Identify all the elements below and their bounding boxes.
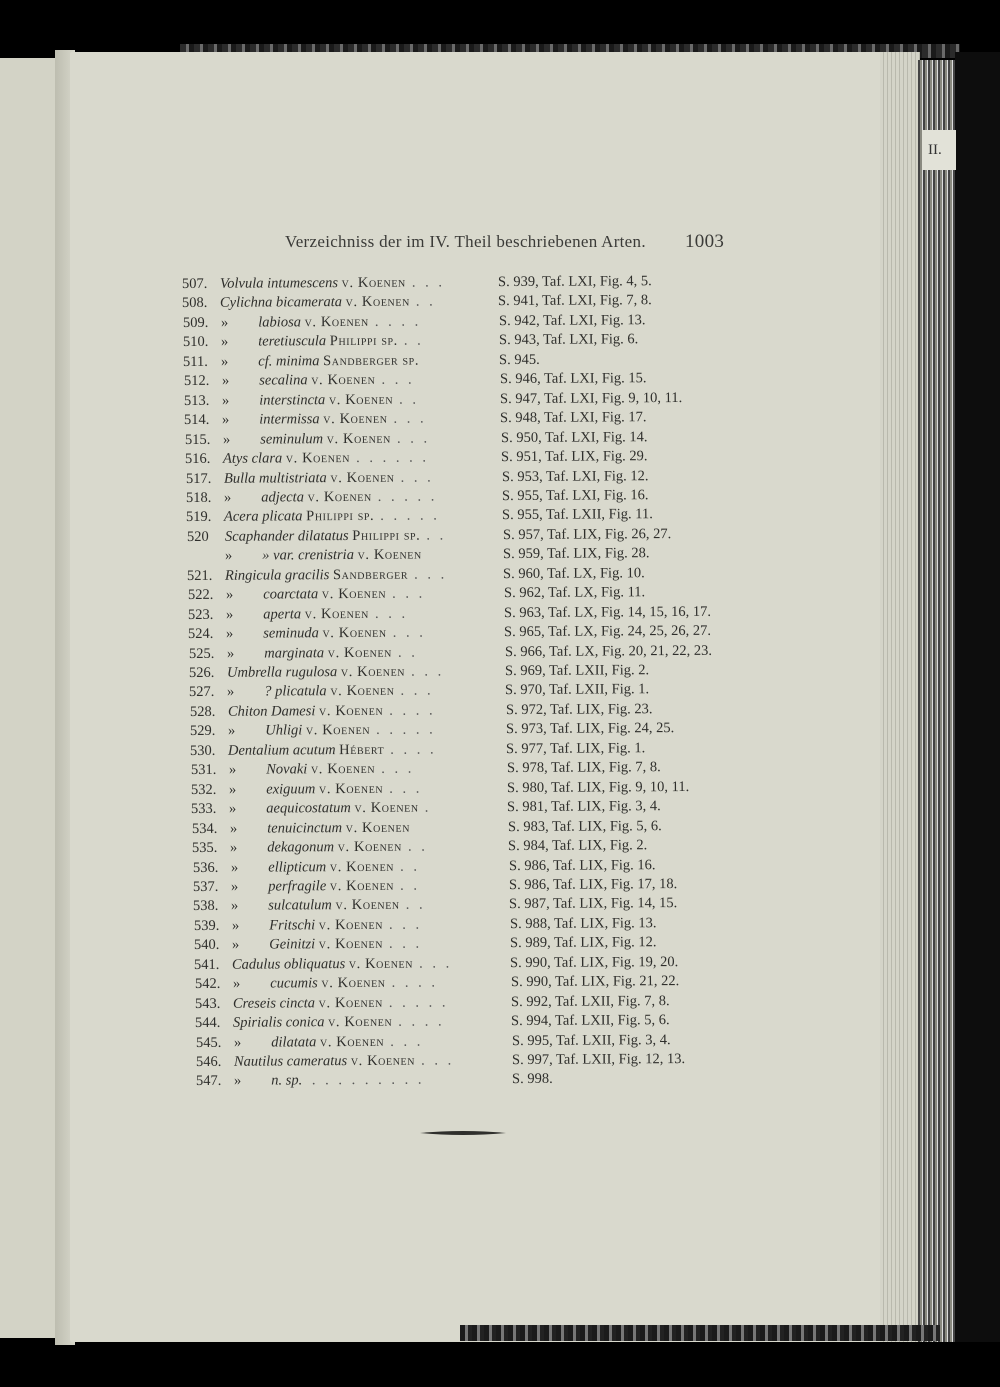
ditto-mark: »	[225, 586, 233, 603]
author-name: v. Koenen	[307, 488, 372, 506]
leader-dots: . .	[397, 644, 418, 661]
entry-number: 545.	[195, 1034, 222, 1051]
author-name: v. Koenen	[330, 683, 395, 700]
entry-number: 523.	[187, 606, 214, 623]
entry-number: 542.	[194, 976, 221, 993]
leader-dots: . . .	[420, 1052, 455, 1069]
page-plate-reference: S. 946, Taf. LXI, Fig. 15.	[499, 370, 647, 388]
author-name: v. Koenen	[310, 372, 376, 389]
genus-name: Creseis	[232, 995, 276, 1012]
ditto-mark: »	[233, 1034, 241, 1051]
species-name: Geinitzi	[269, 936, 316, 953]
ditto-mark: »	[220, 334, 229, 351]
author-name: v. Koenen	[319, 1033, 384, 1050]
entry-name	[221, 352, 419, 370]
entry-name	[222, 372, 415, 390]
ditto-mark: »	[222, 431, 231, 448]
ditto-mark: »	[223, 489, 232, 506]
species-name: teretiuscula	[258, 333, 327, 350]
entry-name	[231, 878, 420, 896]
species-name: seminuda	[263, 625, 320, 642]
page-plate-reference: S. 994, Taf. LXII, Fig. 5, 6.	[511, 1012, 670, 1030]
species-name: seminulum	[259, 430, 323, 448]
leader-dots: . . .	[414, 566, 448, 583]
species-name: coarctata	[262, 586, 318, 603]
entry-name	[233, 1014, 445, 1032]
author-name: v. Koenen	[318, 994, 383, 1011]
entry-name	[224, 488, 438, 506]
ditto-mark: »	[229, 800, 237, 817]
page-plate-reference: S. 981, Taf. LIX, Fig. 3, 4.	[507, 798, 662, 816]
species-name: rugulosa	[285, 664, 338, 681]
leader-dots: . .	[425, 527, 446, 544]
page-plate-reference: S. 987, Taf. LIX, Fig. 14, 15.	[509, 895, 678, 913]
species-name: intermissa	[259, 411, 321, 428]
species-name: » var. crenistria	[262, 547, 354, 564]
page-plate-reference: S. 953, Taf. LXI, Fig. 12.	[501, 467, 649, 485]
author-name: v. Koenen	[349, 955, 414, 972]
species-name: secalina	[258, 372, 308, 389]
ditto-mark: »	[229, 820, 238, 837]
page-plate-reference: S. 969, Taf. LXII, Fig. 2.	[504, 662, 650, 680]
page-plate-reference: S. 943, Taf. LXI, Fig. 6.	[498, 331, 639, 349]
page-plate-reference: S. 978, Taf. LIX, Fig. 7, 8.	[506, 759, 661, 777]
species-name: ? plicatula	[264, 683, 328, 700]
leader-dots: . . .	[374, 605, 409, 622]
ditto-mark: »	[221, 372, 230, 390]
entry-name	[233, 994, 449, 1012]
page-plate-reference: S. 990, Taf. LIX, Fig. 19, 20.	[510, 953, 679, 971]
page-plate-reference: S. 997, Taf. LXII, Fig. 12, 13.	[511, 1051, 686, 1069]
species-name: dekagonum	[267, 839, 335, 856]
species-name: labiosa	[257, 314, 301, 331]
genus-name: Scaphander	[224, 528, 294, 545]
entry-name	[230, 819, 410, 837]
leader-dots: . . . .	[391, 974, 438, 991]
species-name: interstincta	[259, 391, 326, 409]
entry-number: 508.	[182, 295, 208, 312]
species-name: aequicostatum	[266, 800, 352, 817]
entry-number: 528.	[189, 703, 216, 720]
entry-name	[224, 527, 445, 545]
leader-dots: . . .	[393, 410, 428, 427]
species-name: marginata	[263, 644, 324, 662]
leader-dots: . . .	[411, 274, 446, 291]
entry-number: 518.	[185, 489, 212, 506]
author-name: v. Koenen	[310, 761, 375, 778]
entry-number: 540.	[193, 937, 220, 954]
genus-name: Umbrella	[226, 664, 283, 681]
genus-name: Cadulus	[232, 956, 281, 973]
page-plate-reference: S. 984, Taf. LIX, Fig. 2.	[508, 837, 648, 855]
author-name: v. Koenen	[328, 391, 394, 408]
entry-name	[220, 294, 436, 312]
entry-number: 511.	[183, 353, 209, 370]
author-name: Philippi sp.	[329, 333, 398, 350]
species-name: Uhligi	[265, 722, 303, 739]
genus-name: Nautilus	[233, 1053, 284, 1070]
entry-name	[232, 936, 422, 954]
genus-name: Volvula	[219, 275, 264, 292]
species-name: sulcatulum	[268, 897, 333, 914]
page-plate-reference: S. 986, Taf. LIX, Fig. 17, 18.	[508, 875, 678, 894]
author-name: v. Koenen	[341, 274, 406, 292]
entry-number: 516.	[185, 450, 211, 468]
species-name: n. sp.	[271, 1072, 303, 1089]
entry-name	[231, 897, 426, 915]
entry-name	[232, 955, 452, 973]
author-name: v. Koenen	[337, 838, 403, 856]
entry-name	[229, 800, 431, 818]
page-plate-reference: S. 959, Taf. LIX, Fig. 28.	[502, 545, 650, 563]
leader-dots: . . .	[388, 935, 423, 953]
page-plate-reference: S. 948, Taf. LXI, Fig. 17.	[500, 409, 648, 427]
species-name: cf. minima	[258, 352, 320, 370]
author-name: v. Koenen	[321, 585, 386, 603]
entry-name	[226, 625, 426, 643]
running-head	[285, 231, 725, 252]
author-name: v. Koenen	[350, 1052, 416, 1070]
page-plate-reference: S. 990, Taf. LIX, Fig. 21, 22.	[510, 973, 679, 991]
author-name: v. Koenen	[323, 410, 389, 428]
entry-name	[229, 761, 414, 779]
entry-number: 536.	[192, 859, 218, 876]
entry-name	[220, 274, 445, 292]
author-name: v. Koenen	[320, 975, 386, 992]
species-name: obliquatus	[284, 955, 346, 973]
ditto-mark: »	[225, 606, 234, 623]
leader-dots: . .	[416, 293, 437, 311]
leader-dots: . . . . .	[377, 488, 438, 505]
leader-dots: . . . .	[390, 741, 438, 758]
page-plate-reference: S. 977, Taf. LIX, Fig. 1.	[506, 740, 646, 757]
leader-dots: . .	[405, 896, 426, 914]
page-plate-reference: S. 960, Taf. LX, Fig. 10.	[503, 564, 645, 582]
entry-number: 539.	[193, 917, 219, 934]
leader-dots: . . .	[380, 760, 415, 778]
entry-name	[231, 916, 421, 934]
author-name: v. Koenen	[329, 877, 394, 895]
ditto-mark: »	[231, 937, 240, 954]
species-name: Novaki	[265, 761, 308, 778]
entry-name	[225, 566, 447, 584]
species-name: acutum	[293, 741, 336, 759]
ditto-mark: »	[232, 975, 240, 992]
ditto-mark: »	[231, 917, 239, 934]
author-name: v. Koenen	[335, 897, 400, 914]
ditto-mark: »	[227, 723, 236, 740]
species-name: multistriata	[258, 469, 327, 487]
leader-dots: . .	[403, 332, 424, 349]
species-name: plicata	[262, 508, 303, 525]
page-plate-reference: S. 983, Taf. LIX, Fig. 5, 6.	[507, 817, 662, 835]
leader-dots: . .	[399, 877, 420, 894]
entry-number: 543.	[194, 995, 221, 1012]
entry-number: 521.	[187, 567, 213, 584]
entry-name	[221, 313, 421, 331]
entry-name	[228, 722, 436, 740]
genus-name: Acera	[224, 508, 259, 526]
entry-number: 527.	[189, 684, 215, 701]
entry-number: 529.	[189, 723, 216, 740]
species-name: exiguum	[266, 780, 316, 798]
entry-name	[228, 741, 437, 759]
leader-dots: . . .	[381, 371, 415, 389]
page-plate-reference: S. 950, Taf. LXI, Fig. 14.	[500, 428, 648, 446]
entry-number: 538.	[193, 898, 219, 915]
ditto-mark: »	[231, 898, 239, 915]
author-name: v. Koenen	[327, 644, 392, 661]
entry-name	[229, 780, 422, 798]
page-plate-reference: S. 939, Taf. LXI, Fig. 4, 5.	[497, 273, 652, 291]
page-plate-reference: S. 945.	[499, 351, 541, 368]
page-plate-reference: S. 998.	[512, 1071, 554, 1088]
leader-dots: . . . .	[398, 1013, 446, 1030]
entry-number: 513.	[184, 392, 210, 409]
leader-dots: . .	[408, 838, 429, 855]
page-plate-reference: S. 986, Taf. LIX, Fig. 16.	[508, 856, 656, 874]
entry-number: 537.	[192, 878, 219, 895]
page-plate-reference: S. 963, Taf. LX, Fig. 14, 15, 16, 17.	[503, 603, 711, 621]
leader-dots: . . .	[389, 1033, 424, 1050]
author-name: v. Koenen	[304, 313, 369, 331]
leader-dots: . . .	[391, 585, 425, 602]
genus-name: Chiton	[227, 703, 268, 720]
page-number: 1003	[685, 231, 725, 252]
ditto-mark: »	[230, 839, 238, 856]
page-plate-reference: S. 973, Taf. LIX, Fig. 24, 25.	[505, 720, 675, 738]
entry-number: 507.	[181, 275, 208, 292]
page-plate-reference: S. 989, Taf. LIX, Fig. 12.	[509, 934, 657, 952]
ditto-mark: »	[224, 548, 233, 565]
author-name: Philippi sp.	[306, 508, 375, 525]
species-name: conica	[286, 1014, 325, 1031]
entry-name	[223, 450, 429, 468]
species-name: dilatatus	[297, 527, 349, 545]
leader-dots: . . .	[400, 682, 435, 700]
entry-number: 519.	[186, 509, 212, 526]
section-tab: II.	[922, 130, 956, 170]
species-name: dilatata	[270, 1033, 317, 1051]
species-name: perfragile	[268, 878, 327, 895]
species-name: aperta	[263, 605, 302, 623]
author-name: v. Koenen	[322, 624, 388, 642]
entry-name	[222, 391, 419, 409]
entry-name	[222, 411, 427, 429]
species-name: cameratus	[286, 1053, 348, 1070]
page-plate-reference: S. 995, Taf. LXII, Fig. 3, 4.	[511, 1031, 671, 1049]
entry-name	[230, 858, 419, 876]
species-name: adjecta	[261, 489, 304, 506]
author-name: v. Koenen	[328, 1013, 393, 1031]
page-plate-reference: S. 972, Taf. LIX, Fig. 23.	[505, 701, 653, 718]
page-plate-reference: S. 970, Taf. LXII, Fig. 1.	[505, 681, 650, 699]
author-name: v. Koenen	[319, 780, 384, 797]
entry-name	[227, 663, 444, 681]
ditto-mark: »	[234, 1073, 242, 1090]
leader-dots: . . . . .	[380, 507, 441, 525]
entry-number: 522.	[187, 587, 214, 604]
author-name: v. Koenen	[329, 469, 395, 486]
ditto-mark: »	[230, 859, 238, 876]
author-name: v. Koenen	[326, 430, 391, 447]
entry-number: 515.	[184, 431, 211, 448]
entry-number: 535.	[192, 839, 218, 857]
entry-number: 510.	[182, 334, 209, 351]
leader-dots: . .	[399, 391, 420, 408]
page-plate-reference: S. 965, Taf. LX, Fig. 24, 25, 26, 27.	[504, 622, 712, 641]
page-plate-reference: S. 966, Taf. LX, Fig. 20, 21, 22, 23.	[504, 642, 712, 660]
leader-dots: . .	[399, 858, 420, 875]
ditto-mark: »	[221, 353, 229, 370]
page-plate-reference: S. 947, Taf. LXI, Fig. 9, 10, 11.	[500, 389, 683, 407]
entry-number: 530.	[190, 742, 216, 759]
leader-dots: . . .	[396, 430, 430, 447]
species-name: tenuicinctum	[266, 819, 342, 837]
leader-dots: .	[425, 799, 432, 816]
species-name: gracilis	[285, 566, 330, 584]
entry-number: 525.	[188, 645, 215, 662]
species-name: Fritschi	[268, 917, 315, 934]
entry-number: 520	[186, 528, 209, 545]
page-plate-reference: S. 962, Taf. LX, Fig. 11.	[503, 584, 645, 602]
leader-dots: . . . . . .	[356, 449, 430, 467]
entry-name	[233, 975, 438, 993]
page-plate-reference: S. 955, Taf. LXI, Fig. 16.	[501, 487, 649, 505]
end-ornament	[420, 1130, 506, 1136]
entry-name	[227, 683, 434, 701]
page-plate-reference: S. 957, Taf. LIX, Fig. 26, 27.	[502, 525, 671, 543]
author-name: Philippi sp.	[351, 527, 420, 544]
leader-dots: . . . . . . . . .	[312, 1072, 425, 1089]
page-plate-reference: S. 955, Taf. LXII, Fig. 11.	[502, 506, 654, 524]
entry-name	[223, 469, 433, 487]
leader-dots: . . . .	[374, 313, 421, 330]
page-plate-reference: S. 941, Taf. LXI, Fig. 7, 8.	[498, 292, 653, 310]
entry-number: 517.	[185, 470, 211, 487]
genus-name: Cylichna	[220, 294, 273, 312]
entry-name	[226, 605, 408, 623]
leader-dots: . . . . .	[388, 994, 449, 1011]
ditto-mark: »	[226, 625, 234, 642]
page-plate-reference: S. 980, Taf. LIX, Fig. 9, 10, 11.	[507, 778, 690, 796]
leader-dots: . . . .	[388, 702, 436, 719]
entry-name	[225, 547, 422, 565]
species-name: intumescens	[267, 275, 339, 292]
author-name: v. Koenen	[345, 294, 411, 311]
page-plate-reference: S. 951, Taf. LIX, Fig. 29.	[501, 448, 648, 466]
entry-number: 546.	[195, 1053, 222, 1070]
entry-number: 547.	[196, 1073, 222, 1090]
entry-number: 544.	[195, 1014, 221, 1032]
ditto-mark: »	[226, 645, 234, 662]
ditto-mark: »	[222, 392, 230, 409]
entry-number: 531.	[190, 762, 217, 779]
entry-name	[234, 1033, 423, 1051]
author-name: v. Koenen	[304, 605, 369, 622]
entry-number: 541.	[194, 956, 220, 973]
page-plate-reference: S. 988, Taf. LIX, Fig. 13.	[509, 915, 657, 932]
ditto-mark: »	[228, 761, 237, 779]
genus-name: Dentalium	[228, 742, 290, 759]
leader-dots: . . .	[411, 663, 445, 680]
leader-dots: . . .	[388, 916, 422, 933]
author-name: v. Koenen	[357, 546, 422, 564]
entry-number: 534.	[191, 820, 218, 837]
entry-number: 526.	[188, 664, 215, 681]
entry-name	[234, 1052, 454, 1070]
running-head-title: Verzeichniss der im IV. Theil beschriebenen Arten.	[285, 232, 646, 251]
genus-name: Spirialis	[233, 1014, 283, 1031]
leader-dots: . . . . .	[376, 721, 436, 739]
entry-number: 509.	[182, 314, 209, 331]
ditto-mark: »	[230, 878, 239, 895]
author-name: v. Koenen	[345, 819, 410, 836]
author-name: v. Koenen	[318, 916, 383, 934]
leader-dots: . . .	[389, 780, 423, 797]
page-stack-right	[918, 60, 960, 1342]
entry-name	[227, 644, 418, 662]
book-cover-edge	[955, 52, 1000, 1342]
author-name: v. Koenen	[318, 936, 383, 953]
entry-name	[221, 333, 424, 351]
entry-number: 533.	[191, 800, 217, 818]
leader-dots: . . .	[419, 955, 453, 972]
species-name: Damesi	[270, 703, 316, 720]
genus-name: Bulla	[223, 470, 255, 487]
entry-number: 514.	[184, 411, 210, 429]
species-name: cucumis	[269, 975, 318, 992]
author-name: v. Koenen	[354, 799, 420, 817]
page-plate-reference: S. 942, Taf. LXI, Fig. 13.	[498, 312, 646, 329]
author-name: Sandberger sp.	[323, 352, 420, 369]
page-stack-edge	[880, 52, 920, 1342]
entry-name	[228, 702, 436, 720]
entry-name	[234, 1072, 425, 1090]
author-name: v. Koenen	[305, 722, 371, 739]
entry-name	[224, 508, 440, 526]
author-name: v. Koenen	[285, 450, 351, 467]
genus-name: Ringicula	[225, 567, 282, 584]
author-name: v. Koenen	[318, 702, 384, 720]
author-name: v. Koenen	[329, 858, 394, 875]
species-name: cincta	[279, 994, 316, 1012]
entry-name	[230, 839, 428, 857]
leader-dots: . . .	[392, 624, 427, 641]
author-name: v. Koenen	[340, 663, 406, 681]
entry-number: 532.	[191, 781, 217, 798]
author-name: Sandberger	[333, 566, 409, 583]
leader-dots: . . .	[400, 468, 434, 486]
book-bottom-edge	[460, 1325, 940, 1341]
entry-number: 512.	[183, 373, 210, 390]
entry-name	[226, 586, 425, 604]
ditto-mark: »	[229, 781, 237, 798]
species-name: bicamerata	[276, 294, 343, 311]
ditto-mark: »	[227, 684, 235, 701]
species-name: ellipticum	[267, 858, 326, 876]
ditto-mark: »	[222, 411, 230, 428]
species-name: clara	[251, 450, 283, 467]
entry-name	[223, 430, 430, 448]
ditto-mark: »	[220, 314, 228, 331]
entry-number: 524.	[188, 625, 214, 643]
page-plate-reference: S. 992, Taf. LXII, Fig. 7, 8.	[510, 992, 670, 1010]
author-name: Hébert	[339, 741, 385, 758]
genus-name: Atys	[223, 450, 249, 467]
